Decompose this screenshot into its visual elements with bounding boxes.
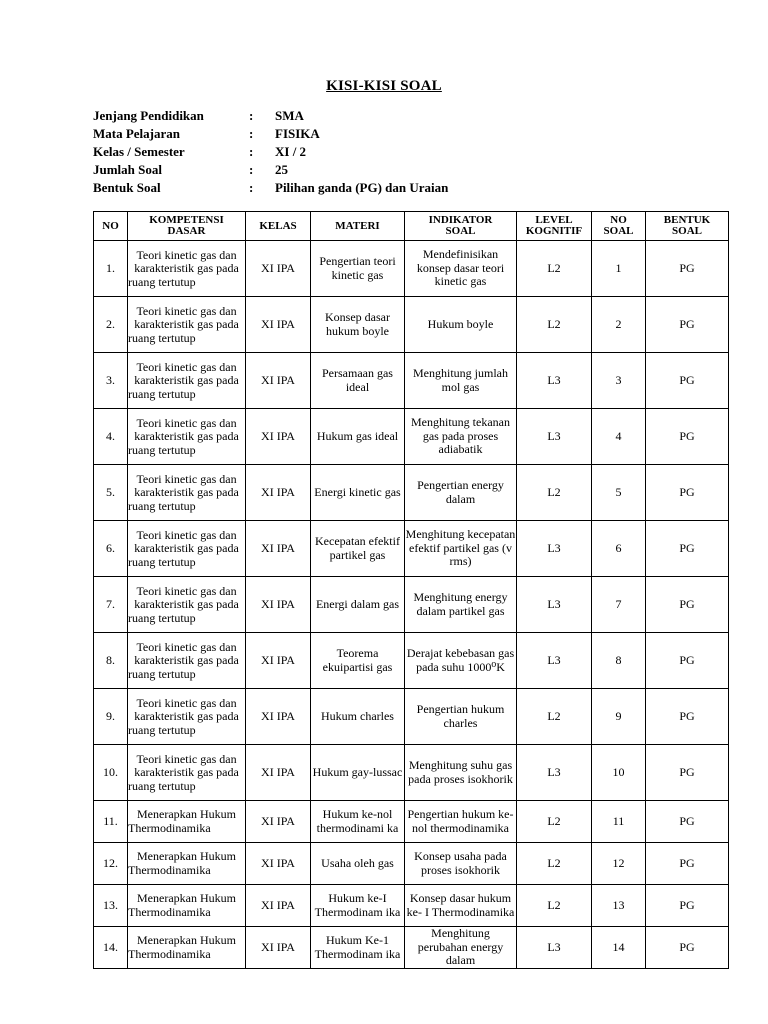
cell-kompetensi-dasar: Teori kinetic gas dan karakteristik gas pada ruang tertutup — [128, 241, 246, 297]
meta-colon: : — [249, 144, 254, 159]
meta-row-bentuk — [93, 179, 448, 197]
cell-no-soal: 2 — [592, 297, 646, 353]
cell-indikator: Derajat kebebasan gas pada suhu 1000⁰K — [405, 633, 517, 689]
cell-no: 9. — [94, 689, 128, 745]
cell-no: 14. — [94, 927, 128, 969]
header-no-soal: NO SOAL — [592, 212, 646, 241]
cell-kompetensi-dasar: Teori kinetic gas dan karakteristik gas pada ruang tertutup — [128, 745, 246, 801]
table-row — [94, 745, 729, 801]
cell-kompetensi-dasar: Teori kinetic gas dan karakteristik gas pada ruang tertutup — [128, 465, 246, 521]
kisi-kisi-table — [93, 211, 729, 969]
cell-kelas: XI IPA — [246, 801, 311, 843]
cell-no-soal: 14 — [592, 927, 646, 969]
cell-indikator: Pengertian hukum charles — [405, 689, 517, 745]
cell-materi: Teorema ekuipartisi gas — [311, 633, 405, 689]
cell-materi: Kecepatan efektif partikel gas — [311, 521, 405, 577]
cell-level-kognitif: L2 — [517, 801, 592, 843]
cell-bentuk-soal: PG — [646, 689, 729, 745]
cell-kompetensi-dasar: Teori kinetic gas dan karakteristik gas pada ruang tertutup — [128, 409, 246, 465]
cell-kelas: XI IPA — [246, 521, 311, 577]
cell-kelas: XI IPA — [246, 577, 311, 633]
cell-materi: Hukum ke-nol thermodinami ka — [311, 801, 405, 843]
header-materi: MATERI — [311, 212, 405, 241]
cell-no-soal: 11 — [592, 801, 646, 843]
table-row — [94, 633, 729, 689]
cell-kelas: XI IPA — [246, 689, 311, 745]
cell-kelas: XI IPA — [246, 745, 311, 801]
cell-no-soal: 3 — [592, 353, 646, 409]
cell-kelas: XI IPA — [246, 633, 311, 689]
cell-level-kognitif: L3 — [517, 577, 592, 633]
table-row — [94, 689, 729, 745]
cell-indikator: Hukum boyle — [405, 297, 517, 353]
meta-colon: : — [249, 180, 254, 195]
cell-level-kognitif: L2 — [517, 297, 592, 353]
cell-bentuk-soal: PG — [646, 633, 729, 689]
cell-no: 4. — [94, 409, 128, 465]
cell-no-soal: 4 — [592, 409, 646, 465]
cell-kompetensi-dasar: Teori kinetic gas dan karakteristik gas pada ruang tertutup — [128, 297, 246, 353]
table-row — [94, 297, 729, 353]
cell-kelas: XI IPA — [246, 465, 311, 521]
cell-indikator: Menghitung suhu gas pada proses isokhorik — [405, 745, 517, 801]
cell-indikator: Pengertian energy dalam — [405, 465, 517, 521]
cell-bentuk-soal: PG — [646, 885, 729, 927]
cell-bentuk-soal: PG — [646, 241, 729, 297]
table-row — [94, 577, 729, 633]
cell-kompetensi-dasar: Menerapkan Hukum Thermodinamika — [128, 885, 246, 927]
cell-indikator: Konsep usaha pada proses isokhorik — [405, 843, 517, 885]
meta-value: Pilihan ganda (PG) dan Uraian — [275, 180, 449, 195]
cell-kelas: XI IPA — [246, 297, 311, 353]
meta-label: Jumlah Soal — [93, 162, 162, 177]
cell-level-kognitif: L3 — [517, 745, 592, 801]
header-bentuk-soal: BENTUK SOAL — [646, 212, 729, 241]
cell-materi: Persamaan gas ideal — [311, 353, 405, 409]
cell-bentuk-soal: PG — [646, 745, 729, 801]
cell-level-kognitif: L2 — [517, 241, 592, 297]
header-no: NO — [94, 212, 128, 241]
document-title: KISI-KISI SOAL — [326, 78, 442, 94]
cell-materi: Hukum Ke-1 Thermodinam ika — [311, 927, 405, 969]
header-indikator-soal: INDIKATOR SOAL — [405, 212, 517, 241]
cell-materi: Hukum ke-I Thermodinam ika — [311, 885, 405, 927]
document-meta — [93, 107, 448, 197]
cell-materi: Pengertian teori kinetic gas — [311, 241, 405, 297]
cell-no: 7. — [94, 577, 128, 633]
cell-kompetensi-dasar: Menerapkan Hukum Thermodinamika — [128, 927, 246, 969]
meta-value: 25 — [275, 162, 288, 177]
cell-kompetensi-dasar: Teori kinetic gas dan karakteristik gas pada ruang tertutup — [128, 577, 246, 633]
cell-bentuk-soal: PG — [646, 521, 729, 577]
cell-no: 2. — [94, 297, 128, 353]
cell-no-soal: 10 — [592, 745, 646, 801]
cell-no: 3. — [94, 353, 128, 409]
cell-level-kognitif: L3 — [517, 633, 592, 689]
cell-no: 12. — [94, 843, 128, 885]
cell-level-kognitif: L2 — [517, 689, 592, 745]
table-row — [94, 353, 729, 409]
cell-materi: Konsep dasar hukum boyle — [311, 297, 405, 353]
meta-colon: : — [249, 162, 254, 177]
cell-no: 11. — [94, 801, 128, 843]
header-level-kognitif: LEVEL KOGNITIF — [517, 212, 592, 241]
meta-value: XI / 2 — [275, 144, 307, 159]
cell-materi: Energi kinetic gas — [311, 465, 405, 521]
cell-indikator: Mendefinisikan konsep dasar teori kinetic gas — [405, 241, 517, 297]
cell-level-kognitif: L2 — [517, 465, 592, 521]
cell-no: 8. — [94, 633, 128, 689]
cell-no: 6. — [94, 521, 128, 577]
table-row — [94, 465, 729, 521]
cell-kompetensi-dasar: Teori kinetic gas dan karakteristik gas pada ruang tertutup — [128, 521, 246, 577]
cell-materi: Hukum gay-lussac — [311, 745, 405, 801]
meta-row-jenjang — [93, 107, 448, 125]
meta-label: Mata Pelajaran — [93, 126, 181, 141]
meta-colon: : — [249, 108, 254, 123]
cell-kelas: XI IPA — [246, 927, 311, 969]
cell-no-soal: 8 — [592, 633, 646, 689]
table-header-row — [94, 212, 729, 241]
cell-indikator: Menghitung perubahan energy dalam — [405, 927, 517, 969]
table-row — [94, 409, 729, 465]
cell-kelas: XI IPA — [246, 409, 311, 465]
cell-level-kognitif: L3 — [517, 521, 592, 577]
cell-indikator: Menghitung jumlah mol gas — [405, 353, 517, 409]
cell-indikator: Pengertian hukum ke-nol thermodinamika — [405, 801, 517, 843]
cell-level-kognitif: L3 — [517, 353, 592, 409]
cell-no-soal: 12 — [592, 843, 646, 885]
meta-label: Bentuk Soal — [93, 180, 161, 195]
cell-level-kognitif: L2 — [517, 885, 592, 927]
cell-no: 5. — [94, 465, 128, 521]
cell-kompetensi-dasar: Menerapkan Hukum Thermodinamika — [128, 843, 246, 885]
cell-kelas: XI IPA — [246, 241, 311, 297]
cell-kompetensi-dasar: Teori kinetic gas dan karakteristik gas pada ruang tertutup — [128, 633, 246, 689]
table-row — [94, 843, 729, 885]
header-kompetensi-dasar: KOMPETENSI DASAR — [128, 212, 246, 241]
cell-level-kognitif: L2 — [517, 843, 592, 885]
cell-bentuk-soal: PG — [646, 801, 729, 843]
table-row — [94, 927, 729, 969]
meta-value: FISIKA — [275, 126, 320, 141]
table-row — [94, 801, 729, 843]
cell-bentuk-soal: PG — [646, 465, 729, 521]
meta-value: SMA — [275, 108, 304, 123]
cell-bentuk-soal: PG — [646, 409, 729, 465]
meta-row-mapel — [93, 125, 448, 143]
cell-kelas: XI IPA — [246, 885, 311, 927]
cell-indikator: Menghitung kecepatan efektif partikel gas (v rms) — [405, 521, 517, 577]
cell-no-soal: 6 — [592, 521, 646, 577]
meta-row-kelas — [93, 143, 448, 161]
table-row — [94, 241, 729, 297]
meta-label: Jenjang Pendidikan — [93, 108, 204, 123]
cell-materi: Hukum charles — [311, 689, 405, 745]
cell-kompetensi-dasar: Teori kinetic gas dan karakteristik gas pada ruang tertutup — [128, 353, 246, 409]
cell-bentuk-soal: PG — [646, 297, 729, 353]
cell-no-soal: 1 — [592, 241, 646, 297]
cell-materi: Usaha oleh gas — [311, 843, 405, 885]
table-body — [94, 241, 729, 969]
cell-bentuk-soal: PG — [646, 843, 729, 885]
cell-bentuk-soal: PG — [646, 353, 729, 409]
cell-materi: Hukum gas ideal — [311, 409, 405, 465]
cell-level-kognitif: L3 — [517, 927, 592, 969]
cell-no-soal: 13 — [592, 885, 646, 927]
cell-materi: Energi dalam gas — [311, 577, 405, 633]
cell-kompetensi-dasar: Teori kinetic gas dan karakteristik gas pada ruang tertutup — [128, 689, 246, 745]
meta-label: Kelas / Semester — [93, 144, 185, 159]
cell-level-kognitif: L3 — [517, 409, 592, 465]
cell-indikator: Menghitung tekanan gas pada proses adiabatik — [405, 409, 517, 465]
header-kelas: KELAS — [246, 212, 311, 241]
cell-no-soal: 5 — [592, 465, 646, 521]
table-row — [94, 521, 729, 577]
cell-no: 10. — [94, 745, 128, 801]
cell-indikator: Menghitung energy dalam partikel gas — [405, 577, 517, 633]
cell-no: 1. — [94, 241, 128, 297]
cell-bentuk-soal: PG — [646, 577, 729, 633]
cell-no: 13. — [94, 885, 128, 927]
table-row — [94, 885, 729, 927]
cell-no-soal: 9 — [592, 689, 646, 745]
cell-kompetensi-dasar: Menerapkan Hukum Thermodinamika — [128, 801, 246, 843]
meta-colon: : — [249, 126, 254, 141]
meta-row-jumlah — [93, 161, 448, 179]
cell-indikator: Konsep dasar hukum ke- I Thermodinamika — [405, 885, 517, 927]
cell-kelas: XI IPA — [246, 353, 311, 409]
cell-kelas: XI IPA — [246, 843, 311, 885]
cell-no-soal: 7 — [592, 577, 646, 633]
cell-bentuk-soal: PG — [646, 927, 729, 969]
